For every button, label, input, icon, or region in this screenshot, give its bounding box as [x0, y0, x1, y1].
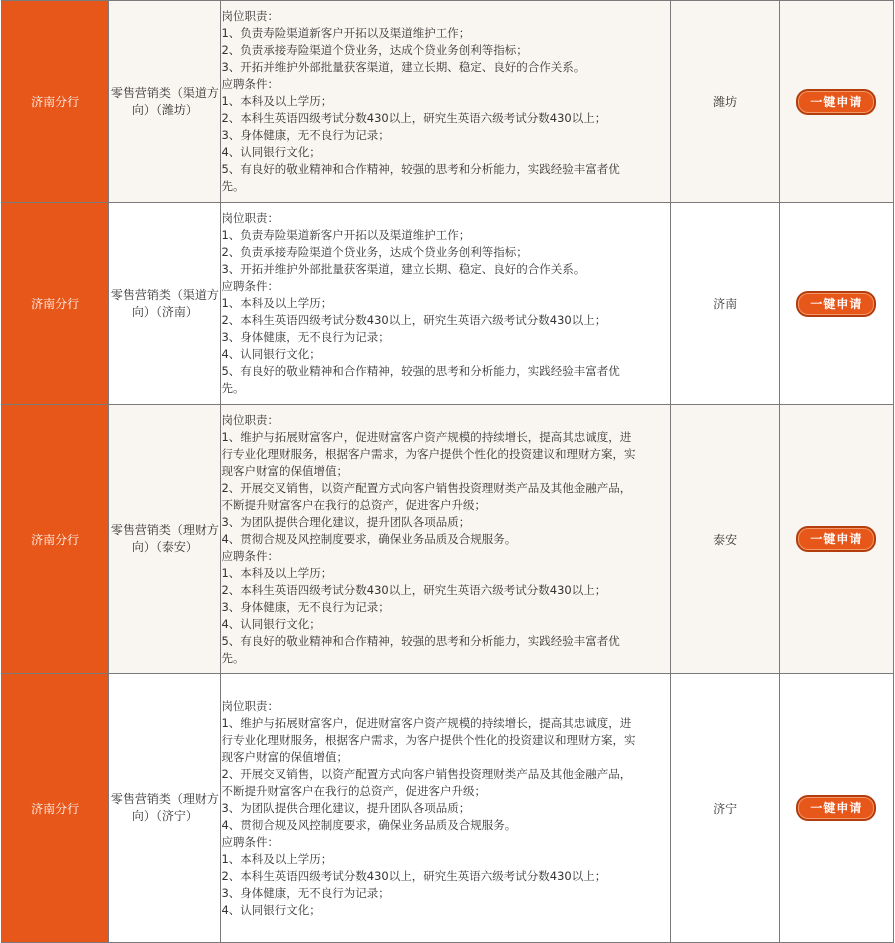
action-cell — [779, 1, 893, 203]
description-line: 不断提升财富客户在我行的总资产，促进客户升级； — [221, 783, 486, 798]
position-title: 零售营销类（渠道方向）（济南） — [109, 203, 221, 405]
position-title: 零售营销类（渠道方向）（潍坊） — [109, 1, 221, 203]
apply-button[interactable]: 一键申请 — [796, 291, 876, 317]
description-line: 3、为团队提供合理化建议，提升团队各项品质； — [221, 514, 471, 529]
job-description — [221, 203, 671, 405]
description-line: 3、身体健康，无不良行为记录； — [221, 128, 390, 142]
description-line: 3、身体健康，无不良行为记录； — [221, 330, 390, 344]
description-line: 岗位职责： — [221, 9, 279, 23]
action-cell — [779, 405, 893, 674]
location-cell: 济南 — [671, 203, 779, 405]
branch-cell: 济南分行 — [2, 203, 109, 405]
description-line: 4、认同银行文化； — [221, 145, 321, 159]
description-line: 应聘条件： — [221, 77, 279, 91]
description-line: 1、负责寿险渠道新客户开拓以及渠道维护工作； — [221, 26, 471, 40]
location-cell: 泰安 — [671, 405, 779, 674]
description-line: 3、开拓并维护外部批量获客渠道，建立长期、稳定、良好的合作关系。 — [221, 262, 586, 276]
description-line: 1、负责寿险渠道新客户开拓以及渠道维护工作； — [221, 228, 471, 242]
description-line: 4、贯彻合规及风控制度要求，确保业务品质及合规服务。 — [221, 531, 517, 546]
description-line: 现客户财富的保值增值； — [221, 749, 348, 764]
job-description — [221, 1, 671, 203]
job-row — [2, 1, 894, 203]
description-line: 应聘条件： — [221, 279, 279, 293]
description-line: 岗位职责： — [221, 211, 279, 225]
apply-button[interactable]: 一键申请 — [796, 526, 876, 552]
description-line: 应聘条件： — [221, 548, 279, 563]
description-line: 2、开展交叉销售，以资产配置方式向客户销售投资理财类产品及其他金融产品， — [221, 480, 632, 495]
description-line: 4、认同银行文化； — [221, 616, 321, 631]
description-line: 3、身体健康，无不良行为记录； — [221, 599, 390, 614]
description-line: 2、本科生英语四级考试分数430以上，研究生英语六级考试分数430以上； — [221, 313, 607, 327]
description-line: 2、本科生英语四级考试分数430以上，研究生英语六级考试分数430以上； — [221, 582, 607, 597]
description-line: 4、认同银行文化； — [221, 347, 321, 361]
branch-cell: 济南分行 — [2, 1, 109, 203]
description-line: 应聘条件： — [221, 834, 279, 849]
description-line: 3、身体健康，无不良行为记录； — [221, 885, 390, 900]
description-line: 4、认同银行文化； — [221, 902, 321, 917]
description-line: 行专业化理财服务，根据客户需求，为客户提供个性化的投资建议和理财方案，实 — [221, 732, 636, 747]
description-line: 1、本科及以上学历； — [221, 565, 333, 580]
description-line: 2、本科生英语四级考试分数430以上，研究生英语六级考试分数430以上； — [221, 868, 607, 883]
action-cell — [779, 674, 893, 943]
description-line: 2、本科生英语四级考试分数430以上，研究生英语六级考试分数430以上； — [221, 111, 607, 125]
description-line: 现客户财富的保值增值； — [221, 463, 348, 478]
description-line: 先。 — [221, 650, 245, 665]
job-row — [2, 405, 894, 674]
description-line: 2、负责承接寿险渠道个贷业务，达成个贷业务创利等指标； — [221, 43, 528, 57]
description-line: 岗位职责： — [221, 698, 279, 713]
job-row — [2, 674, 894, 943]
job-description — [221, 674, 671, 943]
apply-button[interactable]: 一键申请 — [796, 795, 876, 821]
description-line: 3、开拓并维护外部批量获客渠道，建立长期、稳定、良好的合作关系。 — [221, 60, 586, 74]
description-line: 1、本科及以上学历； — [221, 296, 333, 310]
branch-cell: 济南分行 — [2, 674, 109, 943]
description-line: 5、有良好的敬业精神和合作精神，较强的思考和分析能力，实践经验丰富者优 — [221, 364, 620, 378]
job-listing-table — [1, 0, 894, 943]
apply-button[interactable]: 一键申请 — [796, 89, 876, 115]
description-line: 先。 — [221, 381, 245, 395]
description-line: 1、维护与拓展财富客户，促进财富客户资产规模的持续增长，提高其忠诚度，进 — [221, 429, 632, 444]
position-title: 零售营销类（理财方向）（泰安） — [109, 405, 221, 674]
location-cell: 济宁 — [671, 674, 779, 943]
description-line: 2、开展交叉销售，以资产配置方式向客户销售投资理财类产品及其他金融产品， — [221, 766, 632, 781]
description-line: 5、有良好的敬业精神和合作精神，较强的思考和分析能力，实践经验丰富者优 — [221, 162, 620, 176]
job-row — [2, 203, 894, 405]
description-line: 先。 — [221, 179, 245, 193]
description-line: 5、有良好的敬业精神和合作精神，较强的思考和分析能力，实践经验丰富者优 — [221, 633, 620, 648]
position-title: 零售营销类（理财方向）（济宁） — [109, 674, 221, 943]
job-description — [221, 405, 671, 674]
description-line: 1、本科及以上学历； — [221, 94, 333, 108]
action-cell — [779, 203, 893, 405]
location-cell: 潍坊 — [671, 1, 779, 203]
description-line: 4、贯彻合规及风控制度要求，确保业务品质及合规服务。 — [221, 817, 517, 832]
description-line: 岗位职责： — [221, 412, 279, 427]
description-line: 不断提升财富客户在我行的总资产，促进客户升级； — [221, 497, 486, 512]
description-line: 行专业化理财服务，根据客户需求，为客户提供个性化的投资建议和理财方案，实 — [221, 446, 636, 461]
branch-cell: 济南分行 — [2, 405, 109, 674]
description-line: 3、为团队提供合理化建议，提升团队各项品质； — [221, 800, 471, 815]
description-line: 2、负责承接寿险渠道个贷业务，达成个贷业务创利等指标； — [221, 245, 528, 259]
description-line: 1、本科及以上学历； — [221, 851, 333, 866]
description-line: 1、维护与拓展财富客户，促进财富客户资产规模的持续增长，提高其忠诚度，进 — [221, 715, 632, 730]
